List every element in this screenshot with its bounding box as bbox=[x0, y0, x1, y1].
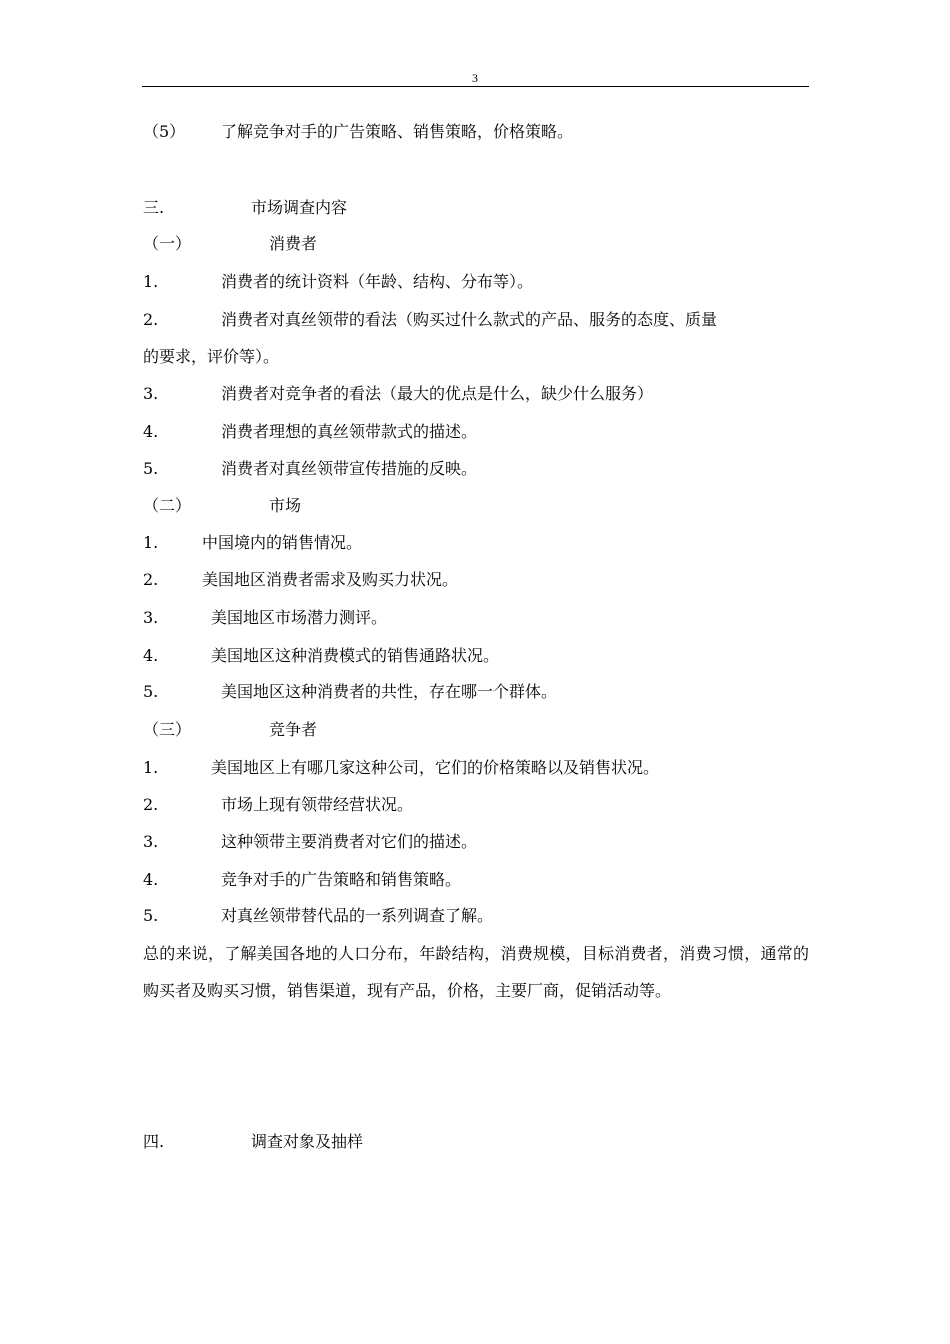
list-item-continuation bbox=[143, 347, 279, 367]
list-item bbox=[143, 870, 461, 890]
item-text: 对真丝领带替代品的一系列调查了解。 bbox=[221, 906, 494, 925]
item-text: 竞争对手的广告策略和销售策略。 bbox=[221, 870, 462, 889]
subsection-number: （二） bbox=[143, 496, 192, 515]
item-number: 1. bbox=[143, 272, 159, 291]
subsection-heading bbox=[143, 720, 317, 740]
item-number: （5） bbox=[143, 122, 186, 141]
item-text: 市场上现有领带经营状况。 bbox=[221, 795, 414, 814]
item-text: 中国境内的销售情况。 bbox=[202, 533, 363, 552]
subsection-heading bbox=[143, 234, 317, 254]
item-text: 消费者对竞争者的看法（最大的优点是什么，缺少什么服务） bbox=[221, 384, 654, 403]
item-number: 3. bbox=[143, 384, 159, 403]
item-text: 这种领带主要消费者对它们的描述。 bbox=[221, 832, 478, 851]
item-text: 美国地区这种消费模式的销售通路状况。 bbox=[211, 646, 500, 665]
section-number: 四. bbox=[143, 1132, 165, 1151]
subsection-heading bbox=[143, 496, 301, 516]
summary-paragraph: 总的来说，了解美国各地的人口分布，年龄结构，消费规模，目标消费者，消费习惯，通常的购买者及购买习惯，销售渠道，现有产品，价格，主要厂商，促销活动等。 bbox=[143, 944, 809, 1000]
page-number: 3 bbox=[472, 71, 478, 85]
item-number: 2. bbox=[143, 310, 159, 329]
subsection-number: （一） bbox=[143, 234, 192, 253]
item-text: 消费者的统计资料（年龄、结构、分布等）。 bbox=[221, 272, 534, 291]
list-item bbox=[143, 533, 362, 553]
item-number: 5. bbox=[143, 682, 159, 701]
section-number: 三. bbox=[143, 198, 165, 217]
item-number: 5. bbox=[143, 459, 159, 478]
list-item bbox=[143, 832, 477, 852]
item-text: 美国地区市场潜力测评。 bbox=[211, 608, 388, 627]
section-title: 调查对象及抽样 bbox=[251, 1132, 364, 1151]
section-heading bbox=[143, 198, 347, 218]
item-number: 3. bbox=[143, 832, 159, 851]
item-text: 美国地区上有哪几家这种公司，它们的价格策略以及销售状况。 bbox=[211, 758, 660, 777]
item-number: 4. bbox=[143, 870, 159, 889]
list-item bbox=[143, 122, 573, 142]
item-number: 4. bbox=[143, 646, 159, 665]
item-number: 2. bbox=[143, 795, 159, 814]
item-number: 3. bbox=[143, 608, 159, 627]
item-number: 5. bbox=[143, 906, 159, 925]
item-text: 消费者理想的真丝领带款式的描述。 bbox=[221, 422, 478, 441]
item-number: 4. bbox=[143, 422, 159, 441]
list-item bbox=[143, 906, 493, 926]
item-text: 消费者对真丝领带的看法（购买过什么款式的产品、服务的态度、质量 bbox=[221, 310, 718, 329]
list-item bbox=[143, 310, 717, 330]
section-title: 市场调查内容 bbox=[251, 198, 348, 217]
item-text: 美国地区这种消费者的共性，存在哪一个群体。 bbox=[221, 682, 558, 701]
item-text: 消费者对真丝领带宣传措施的反映。 bbox=[221, 459, 478, 478]
list-item bbox=[143, 459, 477, 479]
list-item bbox=[143, 384, 653, 404]
item-number: 1. bbox=[143, 533, 159, 552]
list-item bbox=[143, 422, 477, 442]
item-text: 的要求，评价等）。 bbox=[143, 347, 280, 366]
list-item bbox=[143, 646, 499, 666]
item-number: 2. bbox=[143, 570, 159, 589]
list-item bbox=[143, 570, 458, 590]
list-item bbox=[143, 272, 533, 292]
subsection-number: （三） bbox=[143, 720, 192, 739]
header-rule bbox=[142, 86, 809, 87]
list-item bbox=[143, 608, 387, 628]
list-item bbox=[143, 682, 557, 702]
item-number: 1. bbox=[143, 758, 159, 777]
list-item bbox=[143, 758, 659, 778]
item-text: 了解竞争对手的广告策略、销售策略，价格策略。 bbox=[221, 122, 574, 141]
item-text: 美国地区消费者需求及购买力状况。 bbox=[202, 570, 459, 589]
subsection-title: 市场 bbox=[269, 496, 302, 515]
list-item bbox=[143, 795, 413, 815]
section-heading bbox=[143, 1132, 363, 1152]
subsection-title: 竞争者 bbox=[269, 720, 318, 739]
subsection-title: 消费者 bbox=[269, 234, 318, 253]
